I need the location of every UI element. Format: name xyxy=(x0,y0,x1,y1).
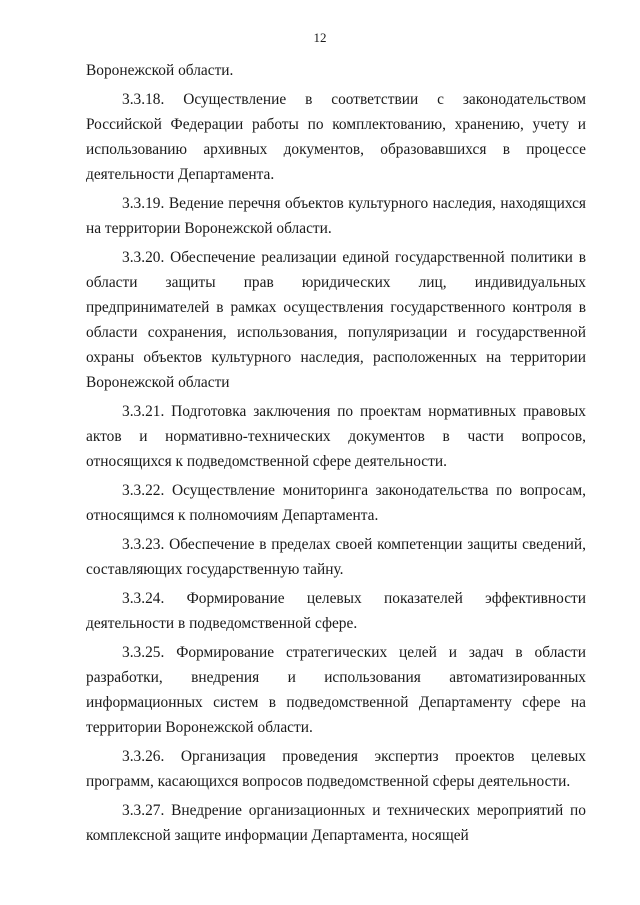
paragraph-3-3-23: 3.3.23. Обеспечение в пределах своей компетенции защиты сведений, составляющих государственную тайну. xyxy=(86,536,586,578)
document-body xyxy=(86,58,586,852)
paragraph-3-3-25: 3.3.25. Формирование стратегических целей и задач в области разработки, внедрения и использования автоматизированных информационных систем в подведомственной Департаменту сфере на территории Воронежской области. xyxy=(86,644,586,736)
paragraph-3-3-22: 3.3.22. Осуществление мониторинга законодательства по вопросам, относящимся к полномочиям Департамента. xyxy=(86,482,586,524)
page-number: 12 xyxy=(313,30,327,45)
paragraph-3-3-18: 3.3.18. Осуществление в соответствии с законодательством Российской Федерации работы по комплектованию, хранению, учету и использованию архивных документов, образовавшихся в процессе деятельности Департамента. xyxy=(86,91,586,183)
paragraph-continuation: Воронежской области. xyxy=(86,62,234,79)
paragraph-3-3-21: 3.3.21. Подготовка заключения по проектам нормативных правовых актов и нормативно-технических документов в части вопросов, относящихся к подведомственной сфере деятельности. xyxy=(86,403,586,470)
paragraph-3-3-27: 3.3.27. Внедрение организационных и технических мероприятий по комплексной защите информации Департамента, носящей xyxy=(86,802,586,844)
paragraph-3-3-24: 3.3.24. Формирование целевых показателей эффективности деятельности в подведомственной сфере. xyxy=(86,590,586,632)
paragraph-3-3-26: 3.3.26. Организация проведения экспертиз проектов целевых программ, касающихся вопросов подведомственной сферы деятельности. xyxy=(86,748,586,790)
paragraph-3-3-20: 3.3.20. Обеспечение реализации единой государственной политики в области защиты прав юридических лиц, индивидуальных предпринимателей в рамках осуществления государственного контроля в области сохранения, использования, популяризации и государственной охраны объектов культурного наследия, расположенных на территории Воронежской области xyxy=(86,249,586,391)
paragraph-3-3-19: 3.3.19. Ведение перечня объектов культурного наследия, находящихся на территории Воронежской области. xyxy=(86,195,586,237)
